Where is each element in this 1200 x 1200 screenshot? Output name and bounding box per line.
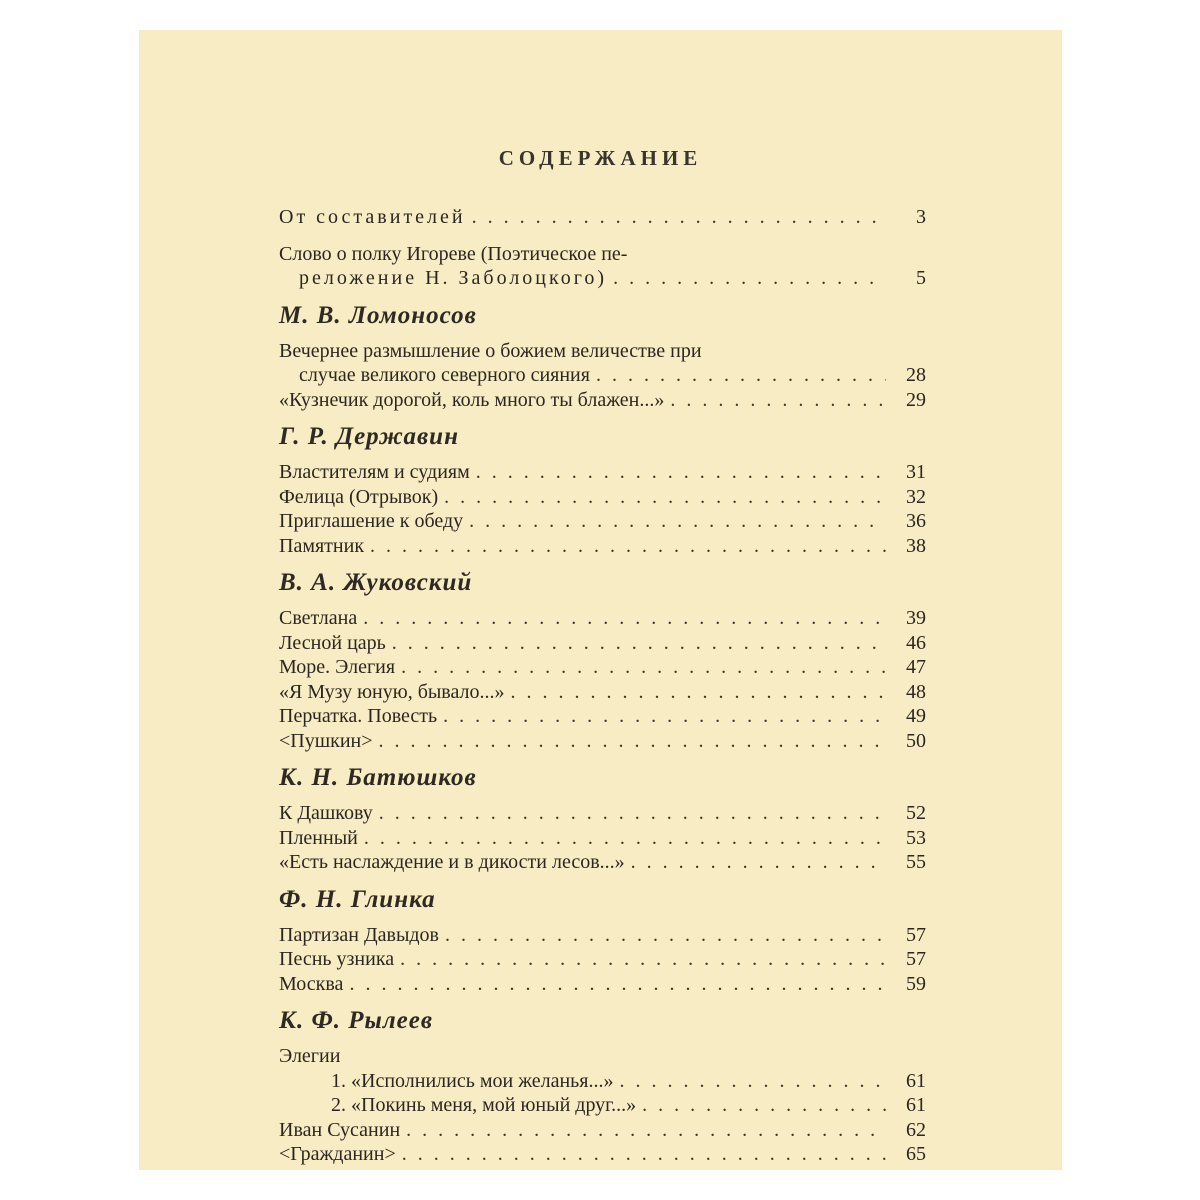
author-heading: В. А. Жуковский (279, 569, 473, 596)
leader-dots (364, 826, 886, 851)
toc-entry (279, 923, 926, 948)
page-number: 5 (916, 267, 926, 289)
leader-dots (445, 923, 886, 948)
entry-title: 1. «Исполнились мои желанья...» (331, 1069, 614, 1092)
page-number: 38 (906, 534, 926, 557)
toc-entry (279, 729, 926, 754)
entry-title: Море. Элегия (279, 656, 396, 678)
entry-title: «Есть наслаждение и в дикости лесов...» (279, 851, 625, 873)
leader-dots (406, 1118, 886, 1143)
entry-title: 2. «Покинь меня, мой юный друг...» (331, 1094, 637, 1116)
page-number: 3 (916, 206, 926, 228)
page-number: 36 (906, 510, 926, 532)
entry-title: Песнь узника (279, 948, 395, 970)
entry-title: К Дашкову (279, 802, 373, 824)
toc-entry (279, 266, 926, 291)
leader-dots (402, 1142, 886, 1167)
leader-dots (444, 485, 886, 510)
page-number: 53 (906, 826, 926, 849)
author-heading: Г. Р. Державин (279, 423, 459, 450)
entry-title: Лесной царь (279, 631, 386, 654)
leader-dots (370, 534, 886, 559)
entry-title: Иван Сусанин (279, 1118, 401, 1141)
leader-dots (613, 266, 886, 291)
page-number: 57 (906, 948, 926, 970)
entry-title: <Пушкин> (279, 729, 373, 752)
toc-entry (279, 680, 926, 705)
table-of-contents (279, 205, 926, 1167)
toc-entry (279, 460, 926, 485)
entry-title: Перчатка. Повесть (279, 705, 438, 727)
toc-entry (279, 388, 926, 413)
entry-title: <Гражданин> (279, 1143, 396, 1165)
page-number: 61 (906, 1094, 926, 1116)
entry-title: От составителей (279, 206, 466, 228)
author-heading: К. Ф. Рылеев (279, 1007, 434, 1034)
toc-entry (279, 509, 926, 534)
entry-title-line1: Вечернее размышление о божием величестве при (279, 339, 702, 362)
toc-entry (279, 704, 926, 729)
page-number: 47 (906, 656, 926, 678)
entry-title: Приглашение к обеду (279, 510, 464, 532)
page-number: 50 (906, 729, 926, 752)
page-number: 29 (906, 388, 926, 411)
leader-dots (379, 729, 886, 754)
page-number: 49 (906, 705, 926, 727)
author-heading: Ф. Н. Глинка (279, 885, 436, 913)
toc-entry (279, 850, 926, 875)
entry-title-line2: случае великого северного сияния (299, 364, 590, 386)
page-number: 61 (906, 1069, 926, 1092)
leader-dots (476, 460, 886, 485)
toc-entry (279, 947, 926, 972)
toc-subentry (279, 1069, 926, 1094)
page-number: 57 (906, 923, 926, 946)
page-number: 59 (906, 972, 926, 995)
entry-title: Фелица (Отрывок) (279, 485, 439, 508)
page-number: 65 (906, 1143, 926, 1165)
entry-title: Партизан Давыдов (279, 923, 439, 946)
page-number: 48 (906, 680, 926, 703)
toc-entry (279, 485, 926, 510)
toc-entry (279, 205, 926, 230)
toc-entry (279, 1118, 926, 1143)
toc-entry (279, 801, 926, 826)
entry-title: «Кузнечик дорогой, коль много ты блажен...» (279, 388, 665, 411)
leader-dots (472, 205, 886, 230)
page-number: 62 (906, 1118, 926, 1141)
leader-dots (401, 655, 886, 680)
entry-title: Москва (279, 972, 344, 995)
entry-title: Властителям и судиям (279, 461, 470, 483)
leader-dots (400, 947, 886, 972)
toc-entry (279, 972, 926, 997)
entry-title: Пленный (279, 826, 358, 849)
leader-dots (511, 680, 886, 705)
page-number: 32 (906, 485, 926, 508)
entry-title-line2: реложение Н. Заболоцкого) (299, 267, 608, 289)
toc-entry (279, 363, 926, 388)
page-number: 46 (906, 631, 926, 654)
leader-dots (363, 606, 886, 631)
page-number: 39 (906, 607, 926, 629)
entry-title: Памятник (279, 534, 365, 557)
author-heading: М. В. Ломоносов (279, 301, 477, 329)
entry-title: Светлана (279, 607, 358, 629)
leader-dots (349, 972, 886, 997)
author-heading: К. Н. Батюшков (279, 764, 477, 791)
leader-dots (620, 1069, 887, 1094)
author-sections (279, 299, 926, 1167)
toc-subentry (279, 1093, 926, 1118)
page-number: 52 (906, 802, 926, 824)
toc-entry (279, 631, 926, 656)
entry-title-line1: Слово о полку Игореве (Поэтическое пе- (279, 242, 628, 265)
leader-dots (670, 388, 886, 413)
page-title: СОДЕРЖАНИЕ (498, 146, 703, 170)
leader-dots (379, 801, 886, 826)
toc-entry (279, 826, 926, 851)
toc-entry (279, 534, 926, 559)
toc-entry (279, 606, 926, 631)
toc-entry (279, 655, 926, 680)
group-label: Элегии (279, 1045, 341, 1067)
page-number: 28 (906, 364, 926, 386)
leader-dots (443, 704, 886, 729)
page-number: 55 (906, 851, 926, 873)
leader-dots (642, 1093, 886, 1118)
leader-dots (469, 509, 886, 534)
entry-title: «Я Музу юную, бывало...» (279, 680, 505, 703)
toc-entry (279, 1142, 926, 1167)
page-number: 31 (906, 461, 926, 483)
leader-dots (596, 363, 886, 388)
book-page (139, 30, 1062, 1170)
leader-dots (631, 850, 886, 875)
leader-dots (392, 631, 886, 656)
